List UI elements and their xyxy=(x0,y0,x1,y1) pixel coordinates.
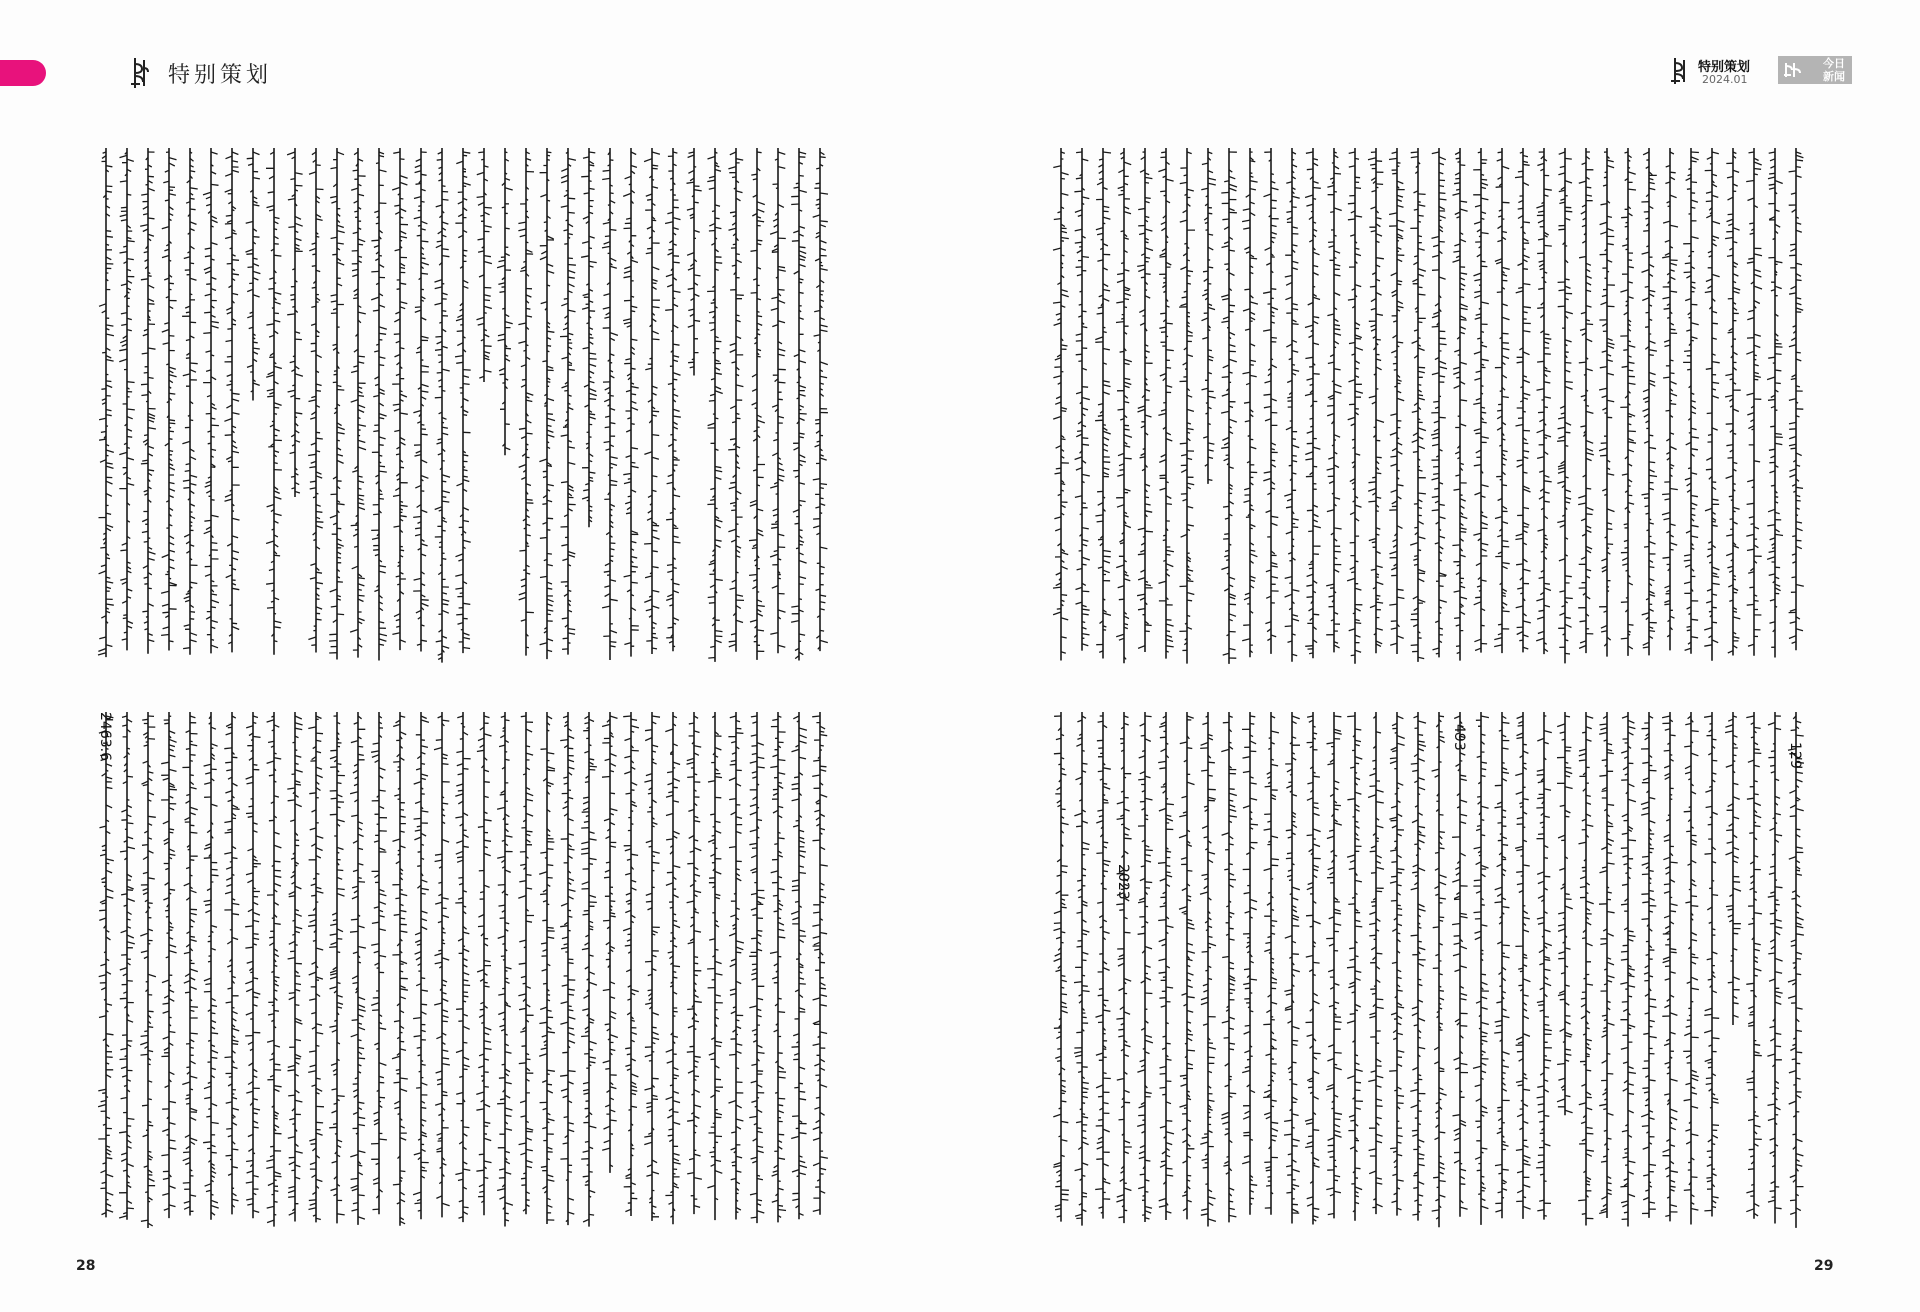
script-column xyxy=(1683,712,1699,1225)
script-column xyxy=(1116,148,1132,663)
script-column xyxy=(1536,712,1552,1220)
script-column xyxy=(287,148,303,497)
script-column xyxy=(1789,148,1804,650)
script-column xyxy=(1263,712,1279,1215)
script-column xyxy=(434,712,450,1217)
script-column xyxy=(371,148,387,661)
script-column xyxy=(1410,712,1426,1221)
script-column xyxy=(455,148,471,653)
script-column xyxy=(1053,712,1069,1222)
script-column xyxy=(413,148,429,652)
script-column xyxy=(1578,148,1594,653)
page-number: 28 xyxy=(76,1258,96,1274)
section-title: 特别策划 xyxy=(1698,60,1751,75)
script-column xyxy=(1095,148,1111,658)
script-column xyxy=(518,148,534,656)
script-column xyxy=(665,148,681,651)
script-column xyxy=(1452,148,1467,661)
script-column xyxy=(539,148,555,659)
script-column xyxy=(1284,148,1299,662)
script-column xyxy=(1200,712,1216,1226)
inline-number: 129 xyxy=(1787,742,1803,769)
script-column xyxy=(140,148,156,654)
script-column xyxy=(1746,712,1762,1219)
script-column xyxy=(1305,148,1321,658)
script-column xyxy=(1179,712,1195,1219)
script-column xyxy=(392,148,408,650)
script-column xyxy=(728,712,744,1220)
script-column xyxy=(1347,148,1363,664)
script-column xyxy=(224,148,239,652)
script-column xyxy=(98,712,114,1217)
script-column xyxy=(98,148,114,657)
script-column xyxy=(161,148,177,651)
script-column xyxy=(497,148,513,455)
script-column xyxy=(770,712,786,1222)
script-column xyxy=(1641,712,1657,1218)
script-column xyxy=(329,712,345,1223)
script-column xyxy=(1053,148,1069,661)
script-column xyxy=(1767,148,1783,657)
script-column xyxy=(266,148,282,655)
script-column xyxy=(1074,148,1089,651)
script-column xyxy=(1725,712,1741,1025)
script-column xyxy=(812,712,828,1215)
script-column xyxy=(602,148,618,660)
section-title: 特别策划 xyxy=(168,63,273,88)
script-column xyxy=(1221,148,1237,664)
script-column xyxy=(371,712,387,1214)
script-column xyxy=(1578,712,1594,1226)
script-column xyxy=(581,148,597,527)
script-column xyxy=(1515,712,1531,1219)
script-column xyxy=(1389,148,1405,654)
script-column xyxy=(1221,712,1237,1222)
script-column xyxy=(813,148,828,651)
script-column xyxy=(140,712,156,1228)
script-column xyxy=(224,712,239,1214)
script-column xyxy=(119,148,135,650)
script-column xyxy=(687,148,702,375)
script-column xyxy=(644,148,660,654)
script-column xyxy=(308,712,324,1222)
script-column xyxy=(644,712,660,1221)
script-column xyxy=(728,148,744,652)
script-column xyxy=(1242,712,1258,1215)
script-column xyxy=(1431,148,1447,657)
script-column xyxy=(1704,148,1720,661)
script-column xyxy=(1683,148,1699,654)
script-column xyxy=(1767,712,1782,1223)
script-column xyxy=(245,712,261,1218)
script-column xyxy=(1432,712,1447,1227)
script-column xyxy=(1326,712,1342,1218)
script-column xyxy=(560,712,576,1225)
script-column xyxy=(1158,148,1174,659)
script-column xyxy=(1536,148,1552,654)
script-column xyxy=(791,712,807,1219)
script-column xyxy=(1725,148,1741,655)
script-column xyxy=(518,712,534,1214)
script-column xyxy=(1599,712,1615,1218)
script-column xyxy=(1662,148,1678,650)
script-column xyxy=(1494,712,1510,1218)
right-page-body-text xyxy=(960,0,1920,1312)
script-column xyxy=(791,148,807,660)
script-column xyxy=(1515,148,1531,652)
script-column xyxy=(266,712,281,1227)
script-column xyxy=(1137,712,1153,1222)
script-column xyxy=(182,148,198,655)
script-column xyxy=(182,712,198,1216)
script-column xyxy=(1641,148,1657,655)
script-column xyxy=(770,148,786,653)
script-column xyxy=(1305,712,1321,1225)
script-column xyxy=(707,148,723,662)
script-column xyxy=(581,712,597,1227)
script-column xyxy=(1284,712,1300,1223)
script-column xyxy=(1473,712,1489,1225)
script-column xyxy=(1662,712,1678,1221)
script-column xyxy=(539,712,555,1224)
script-column xyxy=(392,712,408,1226)
script-column xyxy=(1557,148,1573,663)
inline-number: 2023 xyxy=(1115,864,1131,900)
script-column xyxy=(413,712,429,1219)
script-column xyxy=(350,712,366,1225)
script-column xyxy=(497,712,513,1226)
page-number: 29 xyxy=(1814,1258,1834,1274)
script-column xyxy=(203,148,219,653)
script-column xyxy=(1074,712,1090,1226)
script-column xyxy=(687,712,702,1214)
script-column xyxy=(1620,712,1636,1227)
script-column xyxy=(1179,148,1195,664)
script-column xyxy=(1452,712,1468,1217)
script-column xyxy=(308,148,323,653)
issue-date: 2024.01 xyxy=(1702,73,1748,86)
script-column xyxy=(1704,712,1719,1216)
logo-chinese-text: 今日新闻 xyxy=(1823,57,1845,83)
script-column xyxy=(1242,148,1258,657)
script-column xyxy=(1137,148,1153,652)
script-column xyxy=(1494,148,1510,653)
script-column xyxy=(476,712,491,1215)
script-column xyxy=(287,712,302,1221)
script-column xyxy=(1788,712,1804,1228)
script-column xyxy=(246,148,261,401)
script-column xyxy=(161,712,177,1218)
script-column xyxy=(623,712,639,1216)
script-column xyxy=(1746,148,1762,656)
right-page xyxy=(960,0,1920,1312)
script-column xyxy=(1599,148,1615,657)
script-column xyxy=(1368,712,1384,1214)
inline-number: 493 xyxy=(1451,724,1467,751)
script-column xyxy=(329,148,345,659)
script-column xyxy=(1347,712,1363,1221)
script-column xyxy=(119,712,135,1220)
script-column xyxy=(1410,148,1426,662)
script-column xyxy=(1158,712,1174,1220)
script-column xyxy=(350,148,366,658)
script-column xyxy=(1326,148,1342,652)
script-column xyxy=(707,712,723,1220)
script-column xyxy=(602,712,618,1173)
script-column xyxy=(665,712,680,1224)
script-column xyxy=(1620,148,1636,656)
script-column xyxy=(455,712,470,1222)
script-column xyxy=(1116,712,1132,1223)
script-column xyxy=(1389,712,1405,1216)
script-column xyxy=(203,712,219,1220)
script-column xyxy=(477,148,492,382)
script-column xyxy=(623,148,639,657)
script-column xyxy=(749,712,765,1223)
script-column xyxy=(560,148,576,655)
script-column xyxy=(1368,148,1384,653)
inline-number: 2463.6 xyxy=(97,712,113,761)
script-column xyxy=(1201,148,1216,484)
script-column xyxy=(1263,148,1279,654)
script-column xyxy=(435,148,451,663)
script-column xyxy=(1095,712,1111,1219)
script-column xyxy=(1557,712,1573,1115)
script-column xyxy=(1473,148,1489,653)
script-column xyxy=(749,148,765,660)
